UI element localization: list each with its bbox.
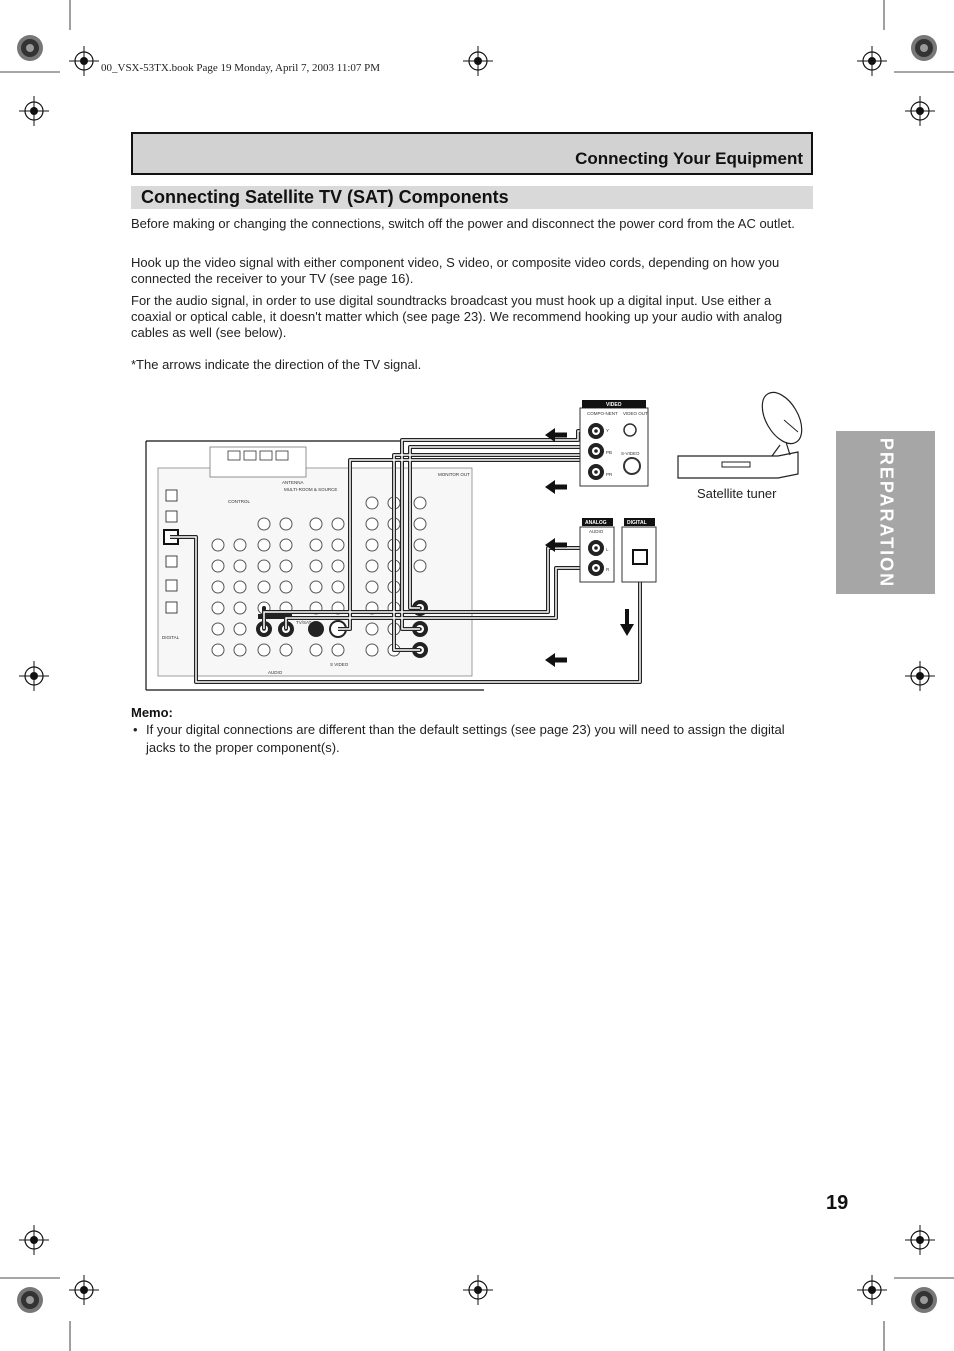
- chapter-title: Connecting Your Equipment: [575, 149, 803, 168]
- satellite-tuner-label: Satellite tuner: [697, 486, 777, 501]
- paragraph-arrow-note: *The arrows indicate the direction of the TV signal.: [131, 357, 422, 372]
- panel-analog-label: ANALOG: [585, 520, 607, 526]
- rx-control-label: CONTROL: [228, 499, 251, 504]
- panel-component-label: COMPO-NENT: [587, 411, 618, 416]
- rx-monitor-out-label: MONITOR OUT: [438, 472, 470, 477]
- rx-tvsat-label: TV/SAT: [296, 620, 312, 625]
- section-title: Connecting Satellite TV (SAT) Components: [141, 187, 509, 207]
- paragraph-power-warning: Before making or changing the connections, switch off the power and disconnect the power cord from the AC outlet.: [131, 216, 795, 231]
- jack-l-label: L: [606, 547, 609, 552]
- print-info-line: 00_VSX-53TX.book Page 19 Monday, April 7, 2003 11:07 PM: [101, 62, 381, 74]
- rx-multiroom-label: MULTI-ROOM & SOURCE: [284, 487, 338, 492]
- side-tab-label: PREPARATION: [876, 437, 896, 588]
- satellite-tuner-icon: [678, 386, 810, 478]
- panel-svideo-label: S-VIDEO: [621, 451, 640, 456]
- jack-y-label: Y: [606, 428, 610, 433]
- rx-antenna-label: ANTENNA: [282, 480, 304, 485]
- rx-audio-label: AUDIO: [268, 670, 283, 675]
- panel-audio-label: AUDIO: [589, 529, 604, 534]
- memo-item-text: If your digital connections are different than the default settings (see page 23) you will need to assign the digital jacks to the proper component(s).: [146, 722, 785, 755]
- jack-r-label: R: [606, 567, 610, 572]
- rx-svideo-label: S VIDEO: [330, 662, 349, 667]
- panel-digital-label: DIGITAL: [627, 520, 647, 526]
- paragraph-video-hookup: Hook up the video signal with either component video, S video, or composite video cords, depending on how you connected the receiver to your TV (see page 16).: [131, 255, 780, 286]
- satellite-tuner-panel: [580, 400, 656, 582]
- paragraph-audio-hookup: For the audio signal, in order to use digital soundtracks broadcast you must hook up a digital input. Use either a coaxial or optical cable, it doesn't matter which (see page 23). We recommend hooking up your audio with analog cables as well (see below).: [131, 293, 783, 340]
- rx-digital-label: DIGITAL: [162, 635, 180, 640]
- jack-pb-label: PB: [606, 450, 613, 455]
- panel-video-out-label: VIDEO OUT: [623, 411, 648, 416]
- memo-bullet-symbol: •: [133, 722, 138, 737]
- jack-pr-label: PR: [606, 472, 613, 477]
- memo-heading: Memo:: [131, 705, 173, 720]
- panel-video-label: VIDEO: [606, 402, 622, 408]
- page-number: 19: [826, 1192, 849, 1214]
